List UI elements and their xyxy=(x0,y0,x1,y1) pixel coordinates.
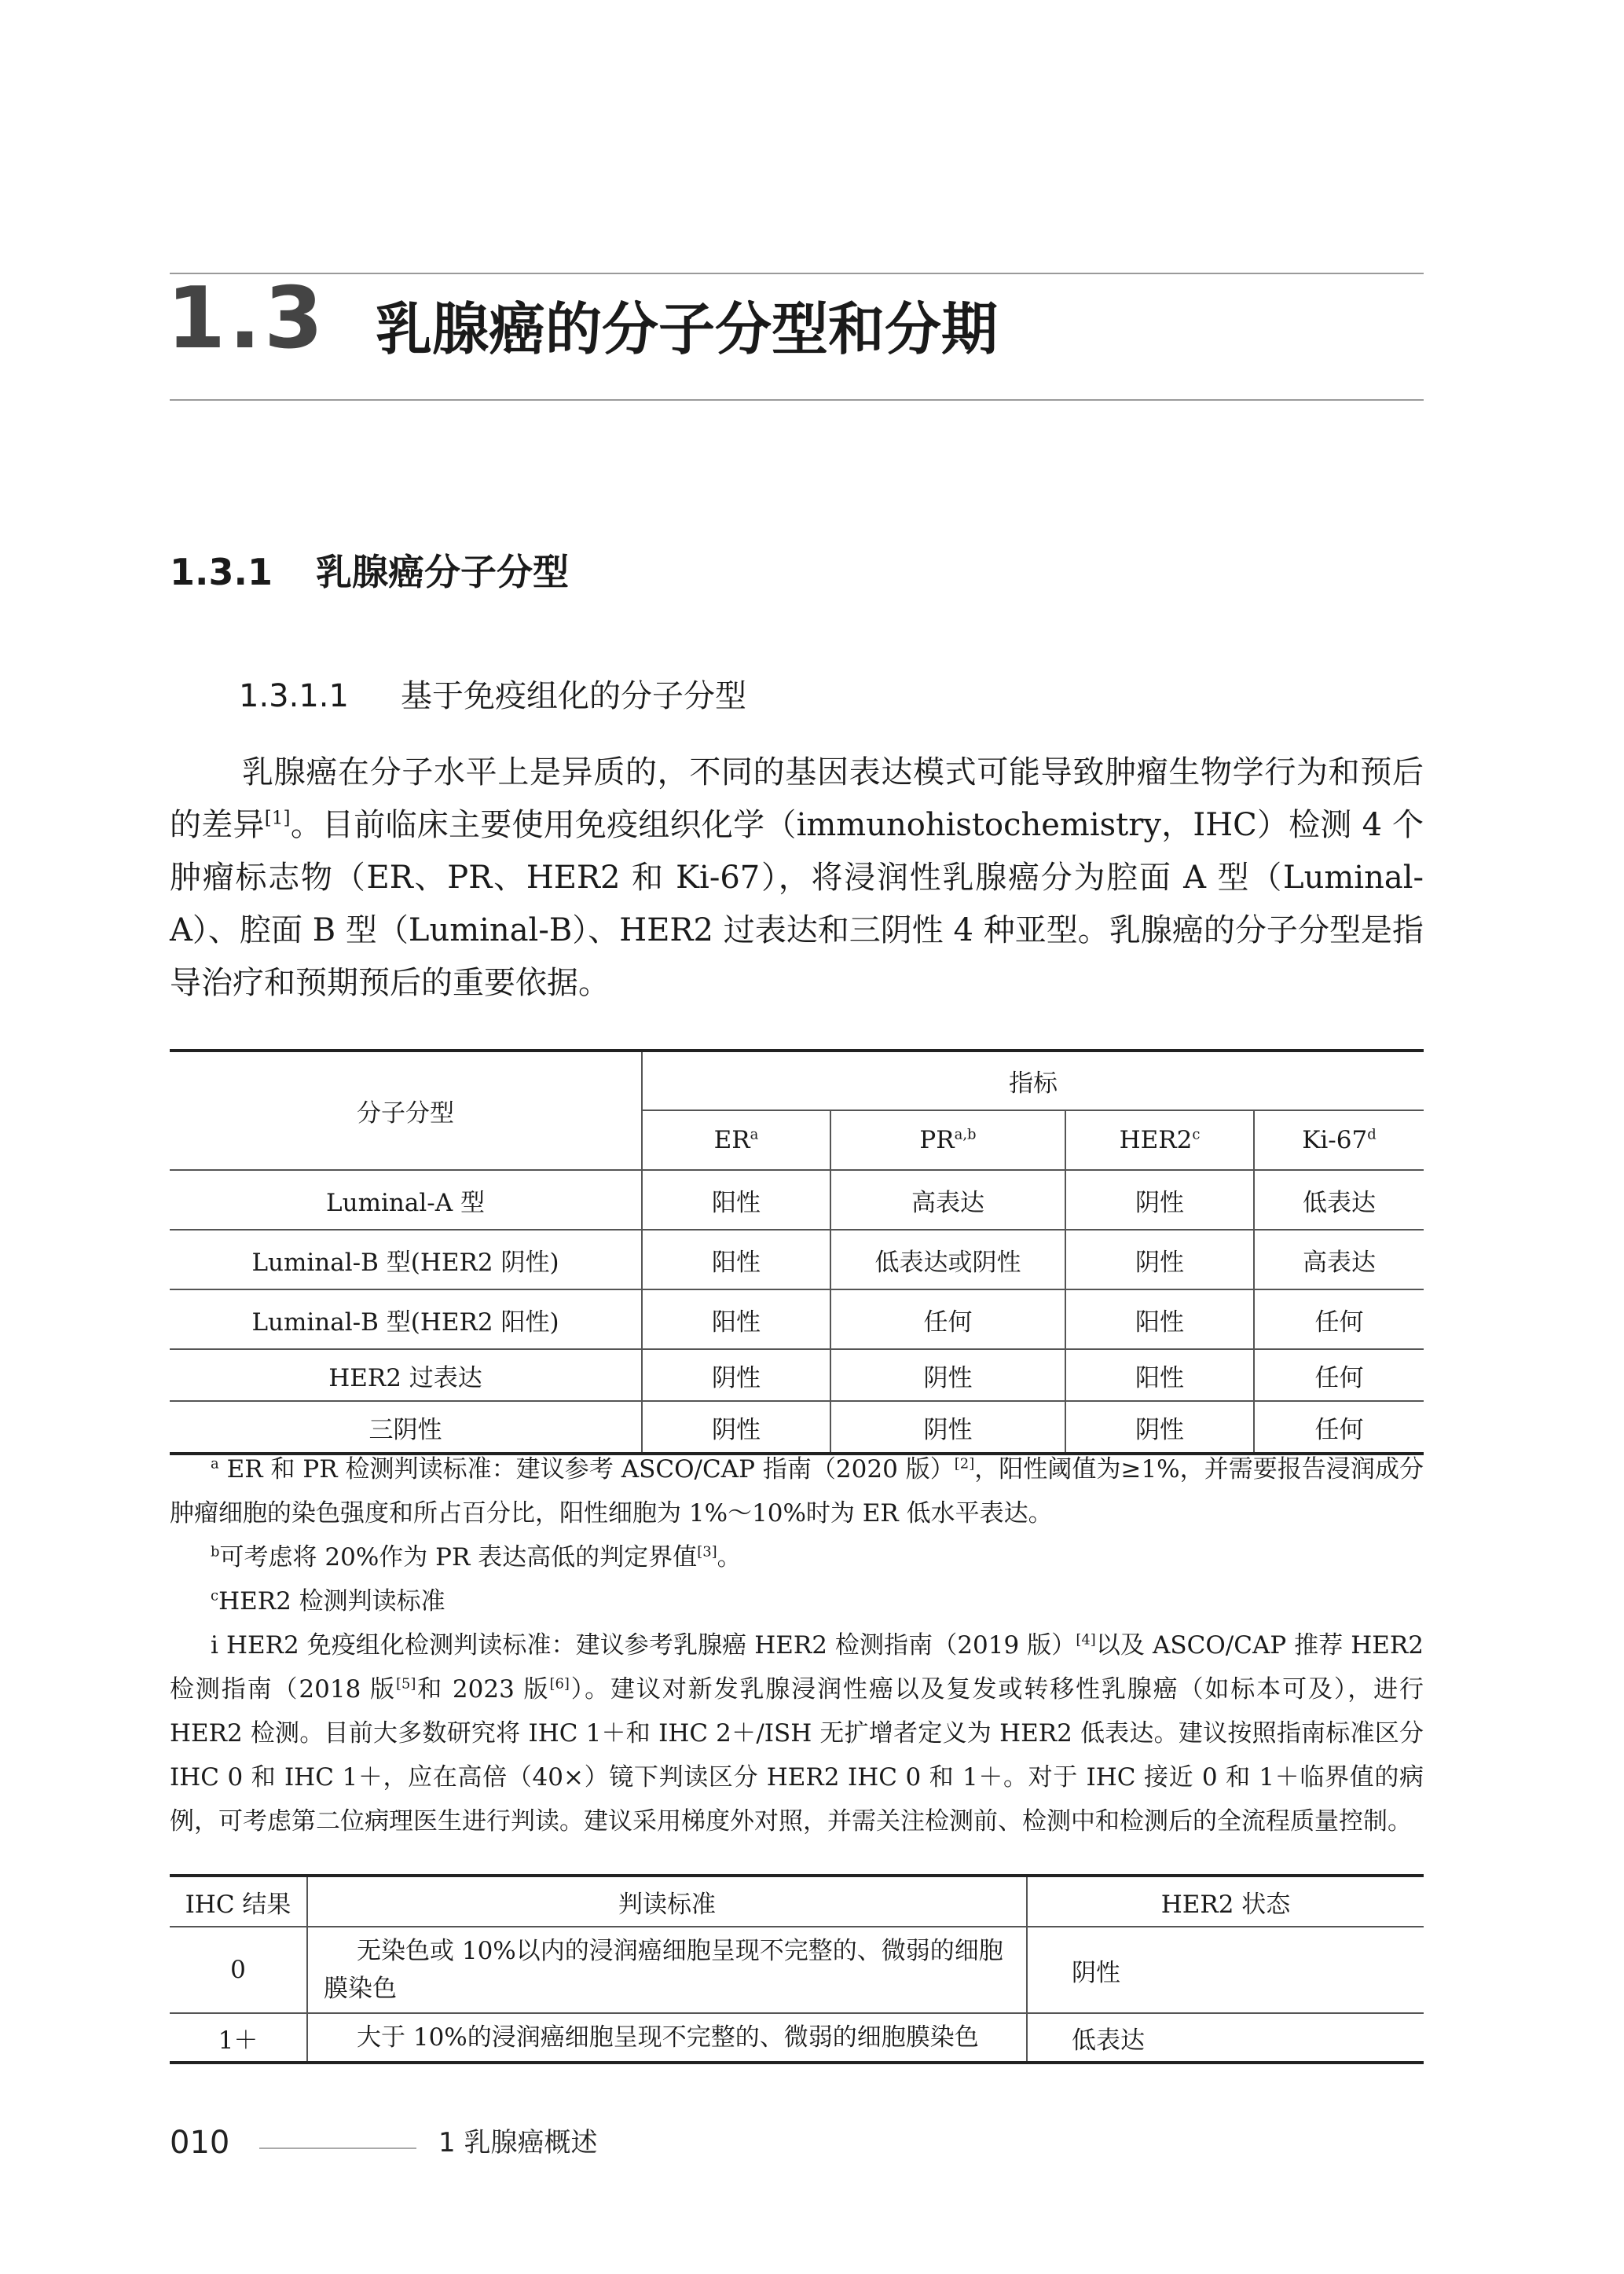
her2-ihc-table xyxy=(170,1874,1424,2064)
cell-her2: 阳性 xyxy=(1065,1289,1254,1349)
cell-her2: 阴性 xyxy=(1065,1230,1254,1289)
intro-text-a: 乳腺癌在分子水平上是异质的，不同的基因表达模式可能导致肿瘤生物学行为和预后的差异 xyxy=(170,754,1424,843)
chapter-number: 1.3 xyxy=(167,270,327,368)
cell-type: 三阴性 xyxy=(170,1401,642,1454)
table-row xyxy=(170,1349,1424,1401)
cell-her2: 阴性 xyxy=(1065,1170,1254,1230)
cell-er: 阳性 xyxy=(642,1170,830,1230)
cell-her2: 阴性 xyxy=(1065,1401,1254,1454)
footnote-a: $^a$ ER 和 PR 检测判读标准：建议参考 ASCO/CAP 指南（2020 版）[2]，阳性阈值为≥1%，并需要报告浸润成分肿瘤细胞的染色强度和所占百分比，阳性细胞为 1%～10%时为 ER 低水平表达。 xyxy=(170,1455,1424,1528)
cell-type: Luminal-B 型(HER2 阳性) xyxy=(170,1289,642,1349)
cell-type: Luminal-A 型 xyxy=(170,1170,642,1230)
subtype-table xyxy=(170,1049,1424,1455)
cell-her2-status: 低表达 xyxy=(1027,2013,1424,2063)
cell-ki67: 低表达 xyxy=(1254,1170,1424,1230)
cell-ki67: 任何 xyxy=(1254,1289,1424,1349)
subsection-heading xyxy=(239,680,746,712)
footnote-b: $^b$可考虑将 20%作为 PR 表达高低的判定界值[3]。 xyxy=(211,1543,742,1572)
cell-ki67: 任何 xyxy=(1254,1349,1424,1401)
cell-criteria: 大于 10%的浸润癌细胞呈现不完整的、微弱的细胞膜染色 xyxy=(307,2013,1027,2063)
running-footer-chapter: 1 乳腺癌概述 xyxy=(438,2127,598,2158)
cell-pr: 阴性 xyxy=(830,1401,1065,1454)
table-row xyxy=(170,1401,1424,1454)
cell-pr: 任何 xyxy=(830,1289,1065,1349)
cell-her2: 阳性 xyxy=(1065,1349,1254,1401)
intro-paragraph xyxy=(170,746,1424,1010)
table-row xyxy=(170,1927,1424,2013)
cell-criteria: 无染色或 10%以内的浸润癌细胞呈现不完整的、微弱的细胞膜染色 xyxy=(307,1927,1027,2013)
section-number: 1.3.1 xyxy=(170,551,273,593)
cell-er: 阴性 xyxy=(642,1401,830,1454)
chapter-title: 乳腺癌的分子分型和分期 xyxy=(376,296,999,362)
cell-ihc-result: 1＋ xyxy=(170,2013,307,2063)
subsection-title: 基于免疫组化的分子分型 xyxy=(401,678,746,714)
footnote-c: $^c$HER2 检测判读标准 xyxy=(211,1587,445,1616)
footer-divider xyxy=(259,2147,416,2149)
cell-type: HER2 过表达 xyxy=(170,1349,642,1401)
cell-type: Luminal-B 型(HER2 阴性) xyxy=(170,1230,642,1289)
table-row xyxy=(170,1289,1424,1349)
intro-text-b: 。目前临床主要使用免疫组织化学（immunohistochemistry，IHC）检测 4 个肿瘤标志物（ER、PR、HER2 和 Ki-67），将浸润性乳腺癌分为腔面 A 型（Luminal-A）、腔面 B 型（Luminal-B）、HER2 过表达和三阴性 4 种亚型。乳腺癌的分子分型是指导治疗和预期预后的重要依据。 xyxy=(170,807,1424,1001)
chapter-rule-top xyxy=(170,273,1424,274)
cell-er: 阳性 xyxy=(642,1230,830,1289)
table-row xyxy=(170,1230,1424,1289)
header-criteria: 判读标准 xyxy=(307,1876,1027,1927)
header-her2: HER2$^c$ xyxy=(1065,1110,1254,1170)
cell-pr: 高表达 xyxy=(830,1170,1065,1230)
table-row xyxy=(170,1170,1424,1230)
subsection-number: 1.3.1.1 xyxy=(239,678,349,714)
header-indicators: 指标 xyxy=(642,1051,1424,1110)
cell-ki67: 高表达 xyxy=(1254,1230,1424,1289)
header-her2-status: HER2 状态 xyxy=(1027,1876,1424,1927)
table-row xyxy=(170,2013,1424,2063)
intro-text xyxy=(170,746,1424,1010)
cell-ki67: 任何 xyxy=(1254,1401,1424,1454)
cell-ihc-result: 0 xyxy=(170,1927,307,2013)
page-number: 010 xyxy=(170,2125,230,2161)
cell-pr: 阴性 xyxy=(830,1349,1065,1401)
chapter-rule-bottom xyxy=(170,399,1424,401)
cell-er: 阳性 xyxy=(642,1289,830,1349)
table-footnotes xyxy=(170,1447,1424,1843)
footnote-c-i: ⅰ HER2 免疫组化检测判读标准：建议参考乳腺癌 HER2 检测指南（2019 版）[4]以及 ASCO/CAP 推荐 HER2 检测指南（2018 版[5]和 2023 版[6]）。建议对新发乳腺浸润性癌以及复发或转移性乳腺癌（如标本可及），进行 HER2 检测。目前大多数研究将 IHC 1＋和 IHC 2＋/ISH 无扩增者定义为 HER2 低表达。建议按照指南标准区分 IHC 0 和 IHC 1＋，应在高倍（40×）镜下判读区分 HER2 IHC 0 和 1＋。对于 IHC 接近 0 和 1＋临界值的病例，可考虑第二位病理医生进行判读。建议采用梯度外对照，并需关注检测前、检测中和检测后的全流程质量控制。 xyxy=(170,1631,1424,1836)
section-title: 乳腺癌分子分型 xyxy=(316,551,569,593)
cell-er: 阴性 xyxy=(642,1349,830,1401)
citation-1: [1] xyxy=(264,807,291,829)
cell-pr: 低表达或阴性 xyxy=(830,1230,1065,1289)
header-er: $ER^a$ xyxy=(642,1110,830,1170)
header-ki67: Ki-67$^d$ xyxy=(1254,1110,1424,1170)
section-heading xyxy=(170,551,569,593)
header-pr: PR$^{a,b}$ xyxy=(830,1110,1065,1170)
header-ihc-result: IHC 结果 xyxy=(170,1876,307,1927)
header-subtype: 分子分型 xyxy=(170,1051,642,1170)
cell-her2-status: 阴性 xyxy=(1027,1927,1424,2013)
